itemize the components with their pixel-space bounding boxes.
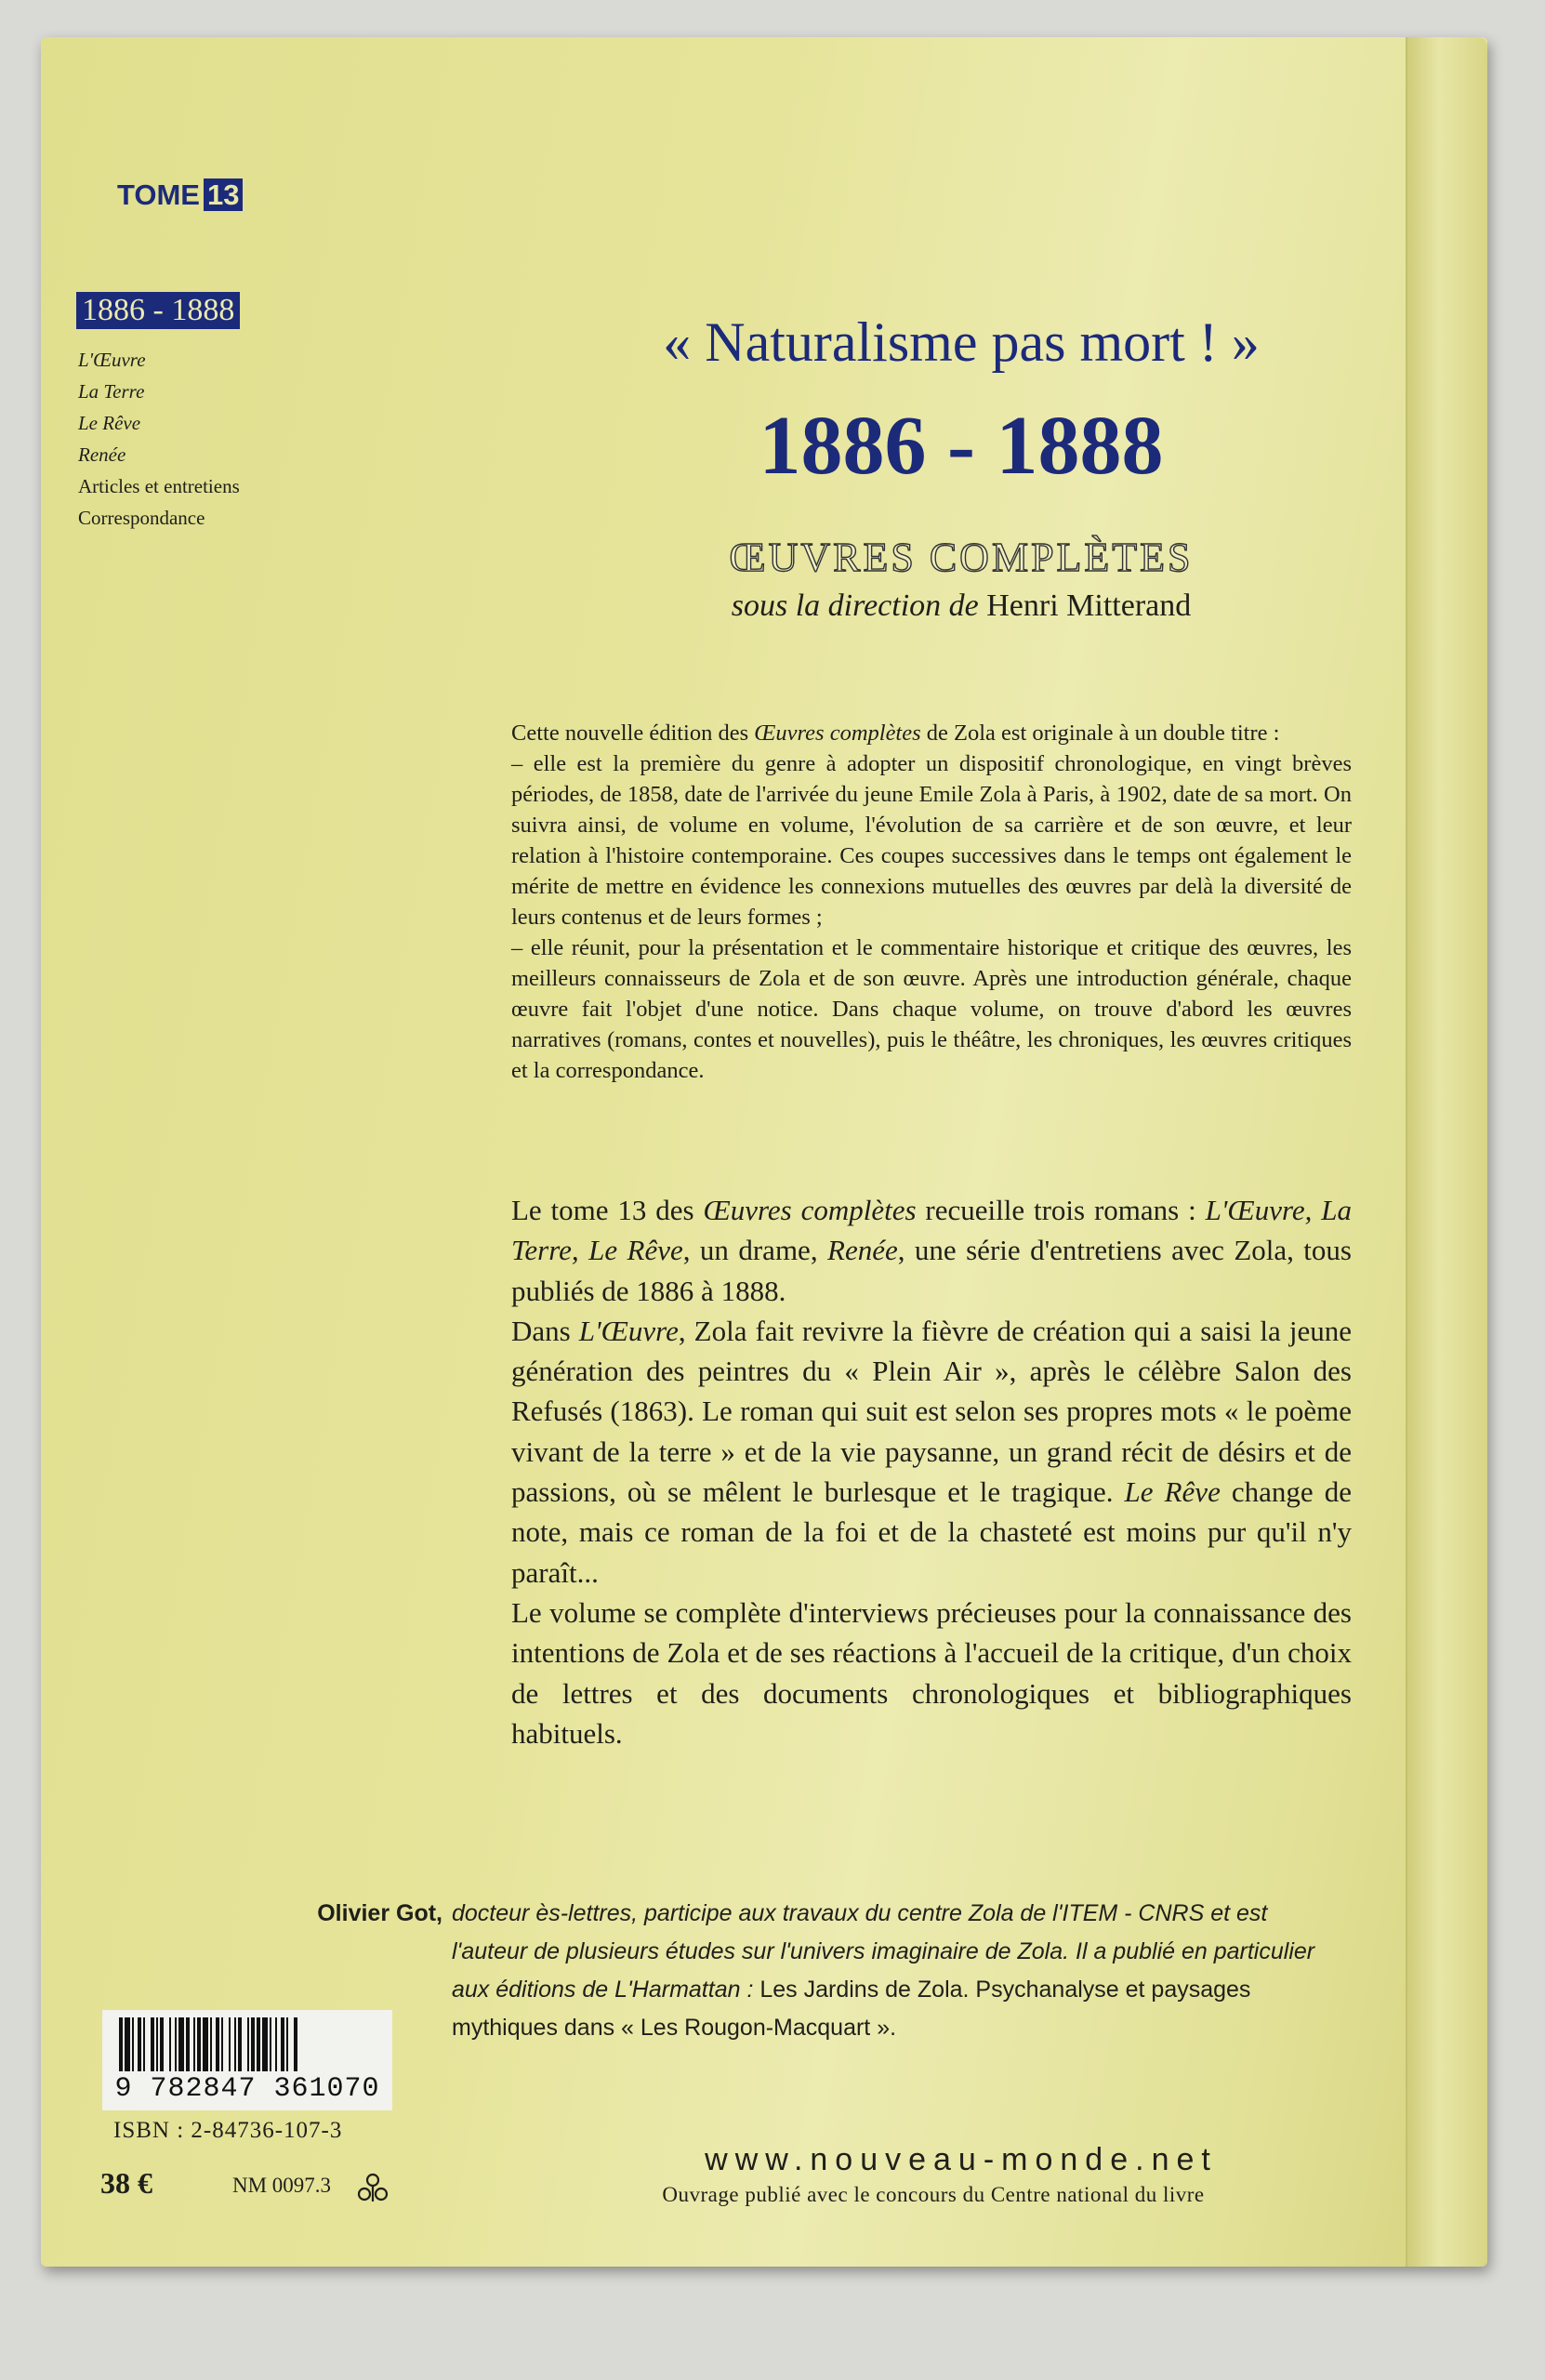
barcode-digits: 9 782847 361070	[114, 2073, 380, 2105]
barcode-bars	[119, 2017, 376, 2075]
author-name: Olivier Got,	[317, 1900, 442, 1926]
author-bio-text: docteur ès-lettres, participe aux travaux du centre Zola de l'ITEM - CNRS et est l'auteur de plusieurs études sur l'univers imaginaire de Zola. Il a publié en particulier aux éditions de L'Harmattan : Les Jardins de Zola. Psychanalyse et paysages mythiques dans « Les Rougon-Macquart ».	[452, 1900, 1315, 2041]
tome-label: TOME 13	[117, 178, 243, 212]
intro-paragraph: Cette nouvelle édition des Œuvres complètes de Zola est originale à un double titre : – elle est la première du genre à adopter un dispositif chronologique, en vingt brèves périodes, de 1858, date de l'arrivée du jeune Emile Zola à Paris, à 1902, date de sa mort. On suivra ainsi, de volume en volume, l'évolution de sa carrière et de son œuvre, et leur relation à l'histoire contemporaine. Ces coupes successives dans le temps ont également le mérite de mettre en évidence les connexions mutuelles des œuvres par delà la diversité de leurs contenus et de leurs formes ; – elle réunit, pour la présentation et le commentaire historique et critique des œuvres, les meilleurs connaisseurs de Zola et de son œuvre. Après une introduction générale, chaque œuvre fait l'objet d'une notice. Dans chaque volume, on trouve d'abord les œuvres narratives (romans, contes et nouvelles), puis le théâtre, les chroniques, les œuvres critiques et la correspondance.	[511, 718, 1352, 1086]
barcode	[102, 2010, 392, 2110]
price: 38 €	[100, 2166, 152, 2200]
isbn: ISBN : 2-84736-107-3	[113, 2118, 343, 2143]
work-item: Articles et entretiens	[78, 475, 240, 497]
book-spine	[1406, 37, 1487, 2267]
intro-bullet: – elle est la première du genre à adopter un dispositif chronologique, en vingt brèves périodes, de 1858, date de l'arrivée du jeune Emile Zola à Paris, à 1902, date de sa mort. On suivra ainsi, de volume en volume, l'évolution de sa carrière et de son œuvre, et leur relation à l'histoire contemporaine. Ces coupes successives dans le temps ont également le mérite de mettre en évidence les connexions mutuelles des œuvres par delà la diversité de leurs contenus et de leurs formes ;	[511, 751, 1352, 930]
sidebar-years-badge: 1886 - 1888	[76, 292, 240, 329]
work-item: Renée	[78, 443, 126, 466]
collection-title: ŒUVRES COMPLÈTES	[729, 535, 1194, 580]
works-list	[78, 344, 240, 534]
book-back-cover	[41, 37, 1487, 2267]
intro-bullet: – elle réunit, pour la présentation et le commentaire historique et critique des œuvres, les meilleurs connaisseurs de Zola et de son œuvre. Après une introduction générale, chaque œuvre fait l'objet d'une notice. Dans chaque volume, on trouve d'abord les œuvres narratives (romans, contes et nouvelles), puis le théâtre, les chroniques, les œuvres critiques et la correspondance.	[511, 935, 1352, 1083]
summary-paragraph: Le tome 13 des Œuvres complètes recueille trois romans : L'Œuvre, La Terre, Le Rêve, un drame, Renée, une série d'entretiens avec Zola, tous publiés de 1886 à 1888. Dans L'Œuvre, Zola fait revivre la fièvre de création qui a saisi la jeune génération des peintres du « Plein Air », après le célèbre Salon des Refusés (1863). Le roman qui suit est selon ses propres mots « le poème vivant de la terre » et de la vie paysanne, un grand récit de désirs et de passions, où se mêlent le burlesque et le tragique. Le Rêve change de note, mais ce roman de la foi et de la chasteté est moins pur qu'il n'y paraît... Le volume se complète d'interviews précieuses pour la connaissance des intentions de Zola et de ses réactions à l'accueil de la critique, d'un choix de lettres et des documents chronologiques et bibliographiques habituels.	[511, 1194, 1352, 1750]
cnl-logo-icon	[355, 2172, 390, 2203]
motto-heading: « Naturalisme pas mort ! »	[663, 311, 1260, 373]
editor-line: sous la direction de Henri Mitterand	[731, 588, 1192, 623]
author-bio	[257, 1895, 1326, 2047]
website-url: www.nouveau-monde.net	[705, 2142, 1218, 2177]
tome-number: 13	[204, 178, 243, 211]
work-item: L'Œuvre	[78, 349, 146, 371]
support-notice: Ouvrage publié avec le concours du Centre national du livre	[662, 2183, 1205, 2206]
nm-code: NM 0097.3	[232, 2174, 332, 2197]
title-years: 1886 - 1888	[759, 400, 1164, 492]
work-item: Le Rêve	[78, 412, 141, 434]
editor-name: Henri Mitterand	[986, 588, 1192, 623]
work-item: Correspondance	[78, 507, 205, 529]
work-item: La Terre	[78, 380, 145, 403]
